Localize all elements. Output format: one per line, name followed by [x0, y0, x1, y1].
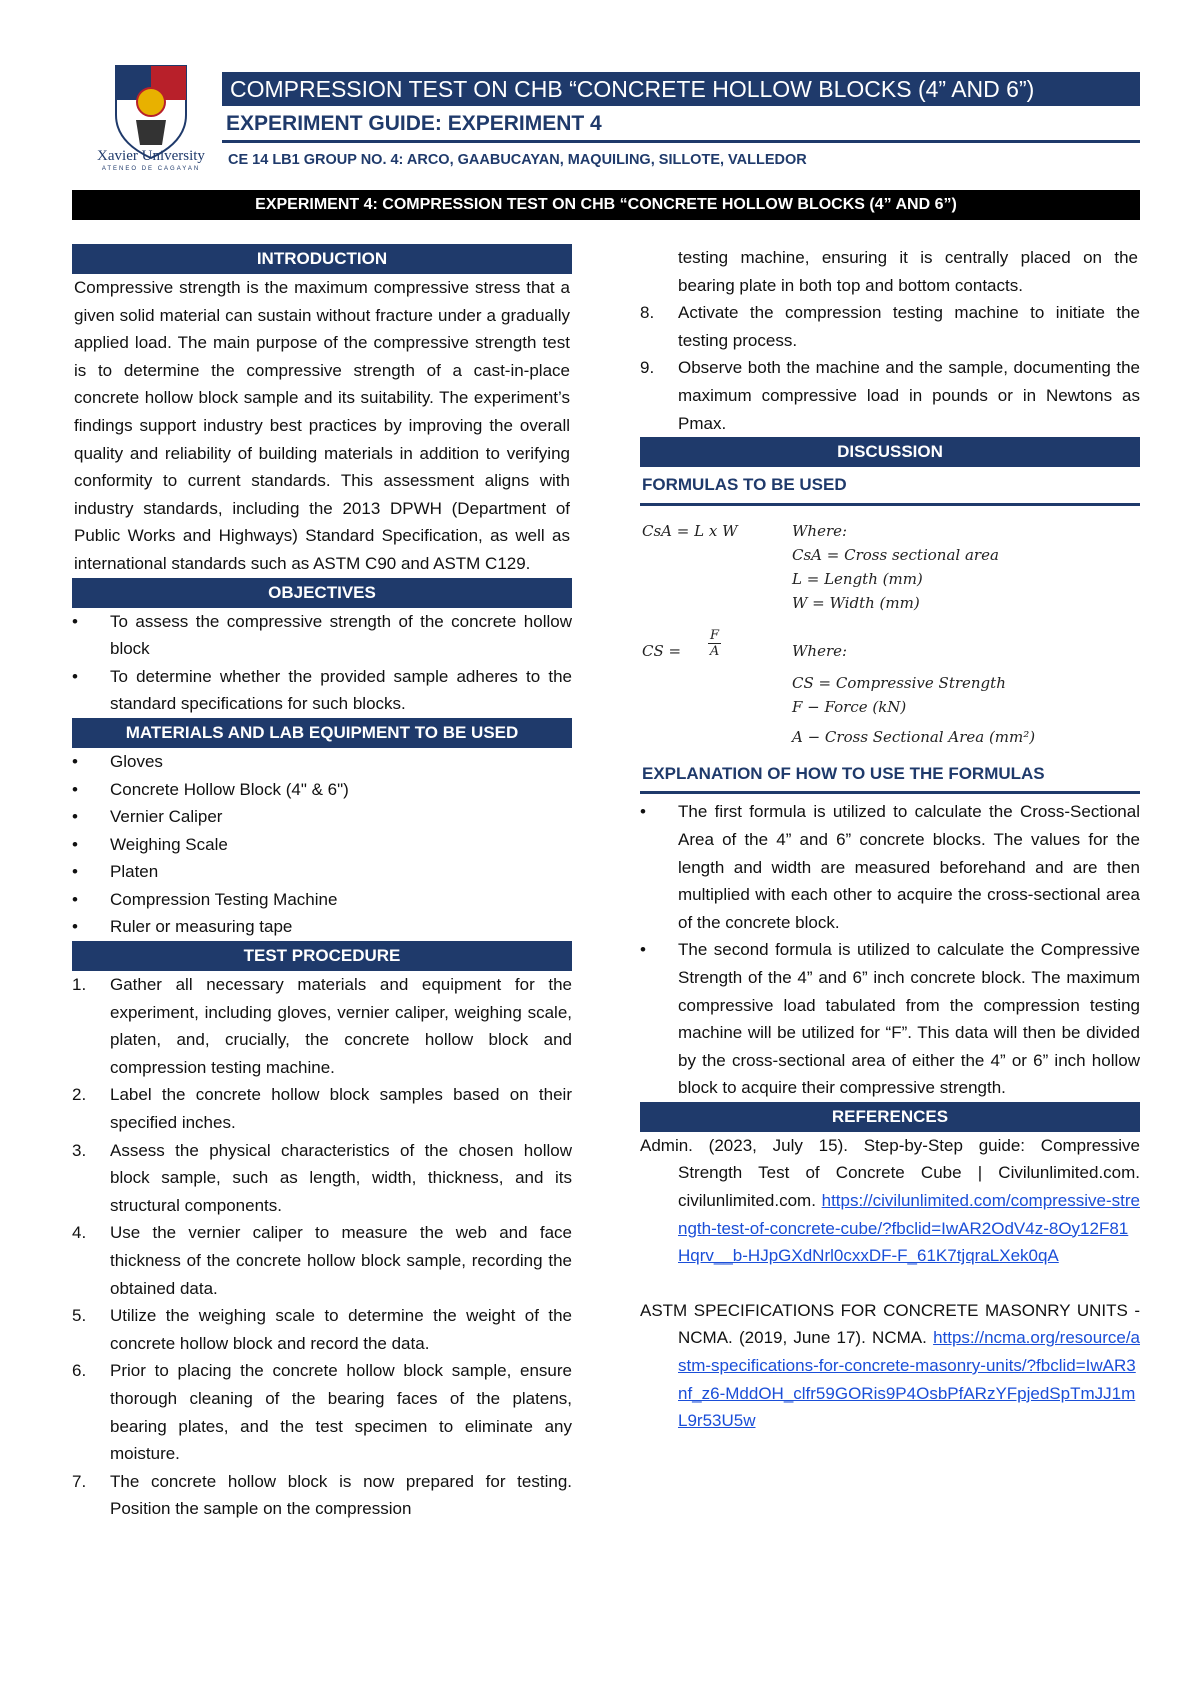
step-number: 9. — [640, 358, 655, 378]
list-item — [72, 971, 572, 1081]
step-number: 4. — [72, 1223, 87, 1243]
step-text: Prior to placing the concrete hollow block sample, ensure thorough cleaning of the bearing faces of the platens, bearing plates, and the test specimen to eliminate any moisture. — [110, 1361, 572, 1464]
list-item — [72, 1081, 572, 1136]
formula-2-def: CS = Compressive Strength — [792, 673, 1006, 692]
step-text: Utilize the weighing scale to determine the weight of the concrete hollow block and record the data. — [110, 1306, 572, 1353]
objectives-list — [72, 608, 572, 718]
materials-heading: MATERIALS AND LAB EQUIPMENT TO BE USED — [72, 718, 572, 748]
reference-1 — [640, 1132, 1140, 1270]
procedure-continued: testing machine, ensuring it is centrally placed on the bearing plate in both top and bottom contacts. — [678, 248, 1138, 295]
formula-2-fraction — [708, 628, 721, 659]
explanation-list — [640, 798, 1140, 1102]
step-text: Observe both the machine and the sample, documenting the maximum compressive load in pounds or in Newtons as Pmax. — [678, 358, 1140, 433]
formula-1-def: CsA = Cross sectional area — [792, 545, 999, 564]
group-line: CE 14 LB1 GROUP NO. 4: ARCO, GAABUCAYAN, MAQUILING, SILLOTE, VALLEDOR — [228, 152, 807, 168]
document-title: COMPRESSION TEST ON CHB “CONCRETE HOLLOW BLOCKS (4” AND 6”) — [222, 72, 1140, 106]
list-item: • Ruler or measuring tape — [72, 913, 572, 941]
step-number: 7. — [72, 1471, 87, 1491]
list-item: • Vernier Caliper — [72, 803, 572, 831]
formula-1-def: W = Width (mm) — [792, 593, 920, 612]
list-item — [640, 299, 1140, 354]
step-text: Assess the physical characteristics of the chosen hollow block sample, such as length, width, thickness, and its structural components. — [110, 1140, 572, 1215]
spacer — [640, 1270, 1140, 1297]
reference-link[interactable]: https://ncma.org/resource/astm-specifications-for-concrete-masonry-units/?fbclid=IwAR3nf_z6-MddOH_clfr59GORis9P4OsbPfARzYFpjedSpTmJJ1mL9r53U5w — [678, 1328, 1140, 1431]
list-item: • The first formula is utilized to calculate the Cross-Sectional Area of the 4” and 6” concrete blocks. The values for the length and width are measured beforehand and are then multiplied with each other to acquire the cross-sectional area of the concrete block. — [640, 798, 1140, 936]
list-item: • Gloves — [72, 748, 572, 776]
reference-2 — [640, 1297, 1140, 1435]
procedure-list — [72, 971, 572, 1523]
formulas-heading: FORMULAS TO BE USED — [640, 467, 1140, 506]
introduction-text: Compressive strength is the maximum compressive stress that a given solid material can sustain without fracture under a gradually applied load. The main purpose of the compressive strength test is to determine the compressive strength of a cast-in-place concrete hollow block sample and its suitability. The experiment’s findings support industry best practices by improving the overall quality and reliability of building materials in addition to verifying conformity to current standards. This assessment aligns with industry standards, including the 2013 DPWH (Department of Public Works and Highways) Standard Specification, as well as international standards such as ASTM C90 and ASTM C129. — [74, 278, 570, 573]
formula-1-where: Where: — [792, 521, 848, 540]
procedure-heading: TEST PROCEDURE — [72, 941, 572, 971]
step-number: 1. — [72, 975, 87, 995]
list-item — [72, 1357, 572, 1467]
list-item: • Concrete Hollow Block (4" & 6") — [72, 776, 572, 804]
left-column — [72, 244, 572, 1523]
formula-2-where: Where: — [792, 641, 848, 660]
list-item: • Platen — [72, 858, 572, 886]
logo-subtext: ATENEO DE CAGAYAN — [101, 166, 201, 172]
step-text: Activate the compression testing machine to initiate the testing process. — [678, 303, 1140, 350]
step-text: The concrete hollow block is now prepared for testing. Position the sample on the compression — [110, 1471, 572, 1519]
right-column — [640, 244, 1140, 1435]
header-rule — [222, 140, 1140, 143]
list-item: • To determine whether the provided sample adheres to the standard specifications for such blocks. — [72, 663, 572, 718]
formula-2-lhs: CS = — [642, 641, 682, 660]
formula-2-def: A − Cross Sectional Area (mm²) — [792, 727, 1036, 746]
list-item — [72, 1219, 572, 1302]
document-subtitle: EXPERIMENT GUIDE: EXPERIMENT 4 — [226, 112, 602, 135]
reference-text: Admin. (2023, July 15). Step-by-Step guide: Compressive Strength Test of Concrete Cube | Civilunlimited.com. civilunlimited.com. — [640, 1135, 1140, 1211]
list-item — [72, 1302, 572, 1357]
list-item: • Weighing Scale — [72, 831, 572, 859]
step-number: 2. — [72, 1085, 87, 1105]
explanation-heading: EXPLANATION OF HOW TO USE THE FORMULAS — [640, 756, 1140, 795]
discussion-heading: DISCUSSION — [640, 437, 1140, 467]
step-number: 6. — [72, 1361, 87, 1381]
step-text: Gather all necessary materials and equipment for the experiment, including gloves, vernier caliper, weighing scale, platen, and, crucially, the concrete hollow block and compression testing machine. — [110, 975, 572, 1077]
reference-text: ASTM SPECIFICATIONS FOR CONCRETE MASONRY UNITS - NCMA. (2019, June 17). NCMA. — [640, 1300, 1140, 1348]
fraction-numerator: F — [710, 627, 720, 643]
list-item — [72, 1468, 572, 1523]
logo-text: Xavier University — [97, 148, 205, 164]
introduction-heading: INTRODUCTION — [72, 244, 572, 274]
list-item: • The second formula is utilized to calculate the Compressive Strength of the 4” and 6” inch concrete block. The maximum compressive load tabulated from the compression testing machine will be utilized for “F”. This data will then be divided by the cross-sectional area of either the 4” or 6” inch hollow block to acquire their compressive strength. — [640, 936, 1140, 1102]
university-logo — [96, 60, 206, 170]
formula-1-def: L = Length (mm) — [792, 569, 923, 588]
step-number: 5. — [72, 1306, 87, 1326]
list-item — [640, 354, 1140, 437]
formula-1: CsA = L x W — [642, 521, 738, 540]
step-number: 3. — [72, 1140, 87, 1160]
formulas-block — [640, 506, 1140, 756]
formula-2-def: F − Force (kN) — [792, 697, 907, 716]
list-item — [72, 1137, 572, 1220]
reference-link[interactable]: https://civilunlimited.com/compressive-strength-test-of-concrete-cube/?fbclid=IwAR2OdV4z-8Oy12F81Hqrv__b-HJpGXdNrl0cxxDF-F_61K7tjqraLXek0qA — [678, 1191, 1140, 1266]
objectives-heading: OBJECTIVES — [72, 578, 572, 608]
list-item: • Compression Testing Machine — [72, 886, 572, 914]
step-number: 8. — [640, 303, 655, 323]
step-text: Label the concrete hollow block samples based on their specified inches. — [110, 1085, 572, 1133]
fraction-denominator: A — [709, 643, 720, 659]
materials-list — [72, 748, 572, 941]
list-item: • To assess the compressive strength of the concrete hollow block — [72, 608, 572, 663]
step-text: Use the vernier caliper to measure the web and face thickness of the concrete hollow block sample, recording the obtained data. — [110, 1223, 572, 1298]
references-heading: REFERENCES — [640, 1102, 1140, 1132]
experiment-bar: EXPERIMENT 4: COMPRESSION TEST ON CHB “CONCRETE HOLLOW BLOCKS (4” AND 6”) — [72, 190, 1140, 220]
procedure-list-continued — [640, 299, 1140, 437]
